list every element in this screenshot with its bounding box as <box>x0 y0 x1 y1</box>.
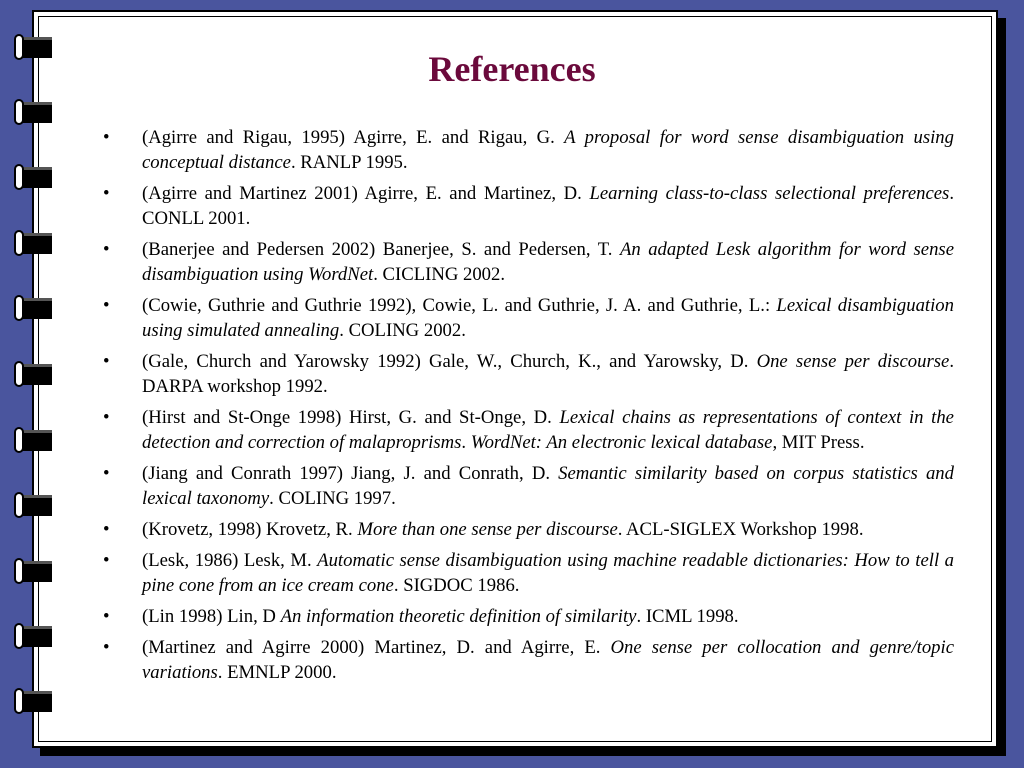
binder-ring-icon <box>14 492 52 518</box>
reference-title: One sense per collocation and genre/topic variations <box>142 637 954 683</box>
bullet-icon: • <box>103 463 110 484</box>
reference-item <box>100 461 954 511</box>
reference-venue: . CICLING 2002. <box>373 264 506 285</box>
reference-title: Lexical disambiguation using simulated annealing <box>142 295 954 341</box>
binder-ring-icon <box>14 164 52 190</box>
reference-authors: (Banerjee and Pedersen 2002) Banerjee, S. and Pedersen, T. <box>142 239 620 260</box>
bullet-icon: • <box>103 606 110 627</box>
reference-venue: . ACL-SIGLEX Workshop 1998. <box>617 519 864 540</box>
reference-separator: . <box>461 432 471 453</box>
reference-item <box>100 517 954 542</box>
binder-ring-icon <box>14 688 52 714</box>
reference-item <box>100 548 954 598</box>
reference-authors: (Hirst and St-Onge 1998) Hirst, G. and St-Onge, D. <box>142 407 560 428</box>
reference-venue: . RANLP 1995. <box>290 152 408 173</box>
reference-title: Learning class-to-class selectional preferences <box>589 183 950 204</box>
reference-venue: . EMNLP 2000. <box>217 662 337 683</box>
binder-ring-icon <box>14 295 52 321</box>
binder-ring-icon <box>14 230 52 256</box>
bullet-icon: • <box>103 637 110 658</box>
reference-venue: , MIT Press. <box>772 432 865 453</box>
reference-title: A proposal for word sense disambiguation using conceptual distance <box>142 127 954 173</box>
reference-venue: . SIGDOC 1986. <box>393 575 520 596</box>
binder-ring-icon <box>14 623 52 649</box>
reference-item <box>100 604 954 629</box>
binder-ring-icon <box>14 427 52 453</box>
reference-title: Lexical chains as representations of context in the detection and correction of malaproprisms <box>142 407 954 453</box>
reference-venue: . COLING 2002. <box>339 320 466 341</box>
reference-authors: (Gale, Church and Yarowsky 1992) Gale, W., Church, K., and Yarowsky, D. <box>142 351 757 372</box>
reference-venue: . DARPA workshop 1992. <box>142 351 954 397</box>
reference-authors: (Lin 1998) Lin, D <box>142 606 281 627</box>
reference-authors: (Lesk, 1986) Lesk, M. <box>142 550 318 571</box>
bullet-icon: • <box>103 550 110 571</box>
slide-title: References <box>428 49 596 89</box>
reference-authors: (Cowie, Guthrie and Guthrie 1992), Cowie, L. and Guthrie, J. A. and Guthrie, L.: <box>142 295 777 316</box>
bullet-icon: • <box>103 519 110 540</box>
reference-book-title: WordNet: An electronic lexical database <box>470 432 773 453</box>
reference-list <box>100 125 954 691</box>
reference-item <box>100 405 954 455</box>
bullet-icon: • <box>103 183 110 204</box>
reference-authors: (Jiang and Conrath 1997) Jiang, J. and Conrath, D. <box>142 463 559 484</box>
reference-venue: . CONLL 2001. <box>142 183 955 229</box>
bullet-icon: • <box>103 295 110 316</box>
reference-authors: (Martinez and Agirre 2000) Martinez, D. and Agirre, E. <box>142 637 611 658</box>
reference-title: Automatic sense disambiguation using machine readable dictionaries: How to tell a pine cone from an ice cream cone <box>142 550 954 596</box>
reference-item <box>100 293 954 343</box>
reference-item <box>100 349 954 399</box>
reference-authors: (Krovetz, 1998) Krovetz, R. <box>142 519 358 540</box>
reference-title: More than one sense per discourse <box>357 519 618 540</box>
bullet-icon: • <box>103 127 110 148</box>
reference-item <box>100 635 954 685</box>
reference-title: Semantic similarity based on corpus statistics and lexical taxonomy <box>142 463 954 509</box>
reference-authors: (Agirre and Martinez 2001) Agirre, E. and Martinez, D. <box>142 183 590 204</box>
bullet-icon: • <box>103 351 110 372</box>
reference-item <box>100 181 954 231</box>
binder-ring-icon <box>14 361 52 387</box>
reference-authors: (Agirre and Rigau, 1995) Agirre, E. and Rigau, G. <box>142 127 565 148</box>
reference-title: An adapted Lesk algorithm for word sense disambiguation using WordNet <box>142 239 954 285</box>
binder-ring-icon <box>14 558 52 584</box>
bullet-icon: • <box>103 239 110 260</box>
reference-item <box>100 125 954 175</box>
reference-venue: . ICML 1998. <box>636 606 739 627</box>
binder-rings <box>14 0 58 768</box>
reference-item <box>100 237 954 287</box>
reference-venue: . COLING 1997. <box>269 488 396 509</box>
reference-title: An information theoretic definition of similarity <box>280 606 637 627</box>
bullet-icon: • <box>103 407 110 428</box>
binder-ring-icon <box>14 99 52 125</box>
reference-title: One sense per discourse <box>756 351 950 372</box>
